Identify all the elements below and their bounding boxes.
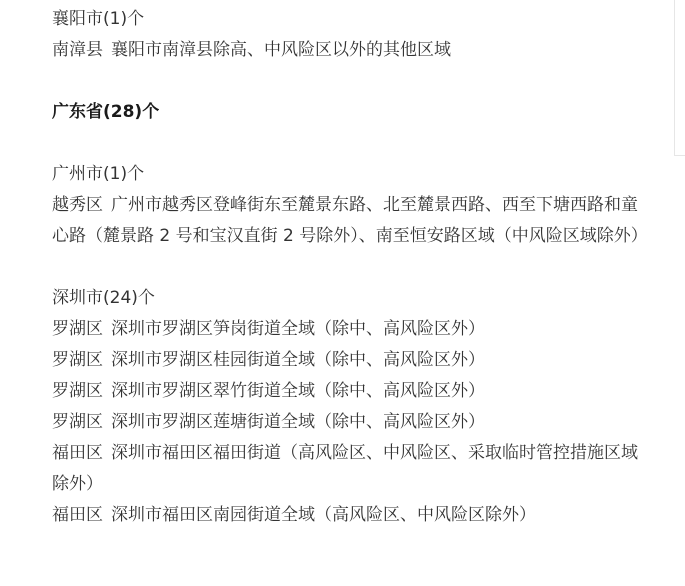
document-body (52, 4, 652, 531)
area-description: 深圳市福田区南园街道全域（高风险区、中风险区除外） (111, 505, 536, 525)
city-header: 襄阳市(1)个 (52, 9, 145, 29)
district-label: 罗湖区 (52, 412, 103, 432)
section-xiangyang (52, 4, 652, 66)
area-description: 广州市越秀区登峰街东至麓景东路、北至麓景西路、西至下塘西路和童心路（麓景路 2 号和宝汉直街 2 号除外）、南至恒安路区域（中风险区域除外） (52, 195, 648, 246)
list-item (52, 314, 652, 345)
list-item (52, 500, 652, 531)
district-label: 福田区 (52, 505, 103, 525)
area-description: 深圳市罗湖区莲塘街道全域（除中、高风险区外） (111, 412, 485, 432)
city-header: 深圳市(24)个 (52, 288, 155, 308)
area-description: 深圳市罗湖区翠竹街道全域（除中、高风险区外） (111, 381, 485, 401)
district-label: 福田区 (52, 443, 103, 463)
list-item (52, 438, 652, 500)
list-item (52, 35, 652, 66)
section-shenzhen (52, 283, 652, 531)
district-label: 罗湖区 (52, 381, 103, 401)
scrollbar-edge[interactable] (674, 0, 685, 156)
area-description: 深圳市罗湖区笋岗街道全域（除中、高风险区外） (111, 319, 485, 339)
city-header: 广州市(1)个 (52, 164, 145, 184)
section-guangdong (52, 97, 652, 128)
district-label: 越秀区 (52, 195, 103, 215)
section-guangzhou (52, 159, 652, 252)
list-item (52, 376, 652, 407)
area-description: 深圳市福田区福田街道（高风险区、中风险区、采取临时管控措施区域除外） (52, 443, 638, 494)
area-description: 深圳市罗湖区桂园街道全域（除中、高风险区外） (111, 350, 485, 370)
province-header: 广东省(28)个 (52, 102, 160, 122)
district-label: 罗湖区 (52, 319, 103, 339)
list-item (52, 190, 652, 252)
list-item (52, 407, 652, 438)
district-label: 南漳县 (52, 40, 103, 60)
district-label: 罗湖区 (52, 350, 103, 370)
list-item (52, 345, 652, 376)
area-description: 襄阳市南漳县除高、中风险区以外的其他区域 (111, 40, 451, 60)
